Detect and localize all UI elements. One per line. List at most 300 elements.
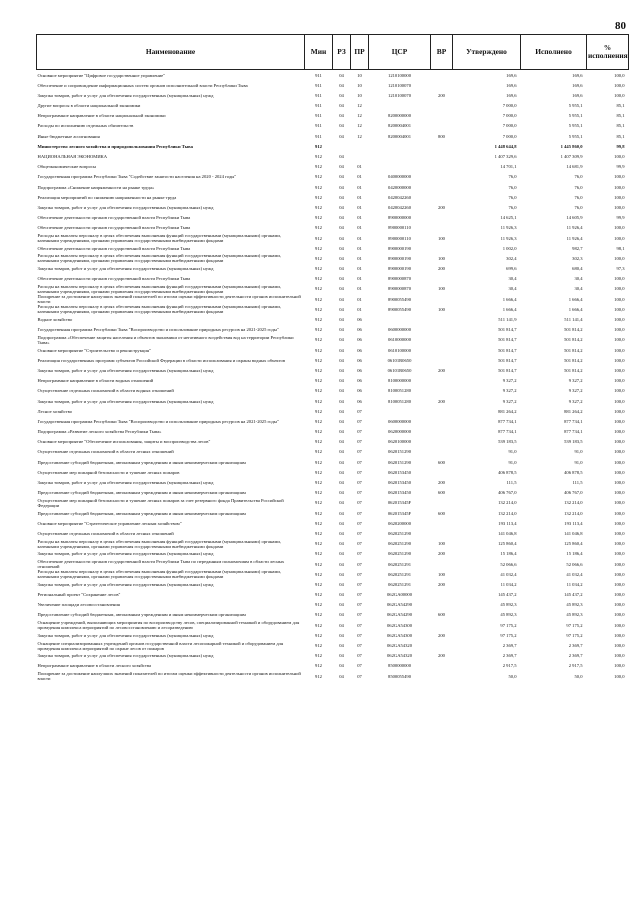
cell-percent: 100,0 — [614, 286, 625, 292]
table-row — [37, 569, 629, 579]
cell-csr: 0620153450 — [388, 469, 411, 475]
cell-approved: 91,0 — [508, 459, 517, 465]
cell-percent: 100,0 — [614, 327, 625, 333]
budget-table — [36, 34, 629, 681]
cell-rz: 04 — [339, 429, 344, 435]
cell-name: Осуществление мер пожарной безопасности и тушение лесных пожаров — [37, 469, 180, 475]
cell-approved: 1 448 644,8 — [494, 143, 517, 149]
cell-executed: 132 214,0 — [564, 500, 583, 506]
cell-percent: 100,0 — [614, 561, 625, 567]
table-row — [37, 416, 629, 426]
cell-name: Поощрение за достижение наилучших значений показателей по итогам оценки эффективности деятельности органов исполнительной власти — [37, 671, 301, 682]
cell-approved: 30,4 — [508, 276, 517, 282]
cell-csr: 0610100000 — [388, 347, 411, 353]
cell-csr: 8900000870 — [388, 286, 411, 292]
table-row — [37, 70, 629, 81]
cell-vr — [431, 437, 453, 447]
cell-executed: 680,4 — [572, 266, 583, 272]
cell-min: 912 — [315, 184, 322, 190]
cell-pr: 01 — [357, 276, 362, 282]
cell-min: 912 — [315, 581, 322, 587]
cell-vr — [431, 335, 453, 345]
cell-rz: 04 — [339, 398, 344, 404]
cell-name: Непрограммное направление в области национальной экономики — [37, 113, 166, 119]
cell-min: 912 — [315, 276, 322, 282]
cell-rz: 04 — [339, 92, 344, 98]
cell-csr: 062GA00000 — [386, 592, 412, 598]
cell-percent: 99,8 — [616, 143, 625, 149]
cell-vr — [431, 325, 453, 335]
cell-approved: 14 701,1 — [500, 164, 517, 170]
cell-approved: 501 814,7 — [498, 367, 517, 373]
cell-vr — [431, 182, 453, 192]
cell-min: 912 — [315, 541, 322, 547]
cell-pr — [351, 141, 369, 151]
cell-csr — [369, 152, 431, 162]
cell-min: 912 — [315, 469, 322, 475]
cell-min: 912 — [315, 459, 322, 465]
cell-rz: 04 — [339, 357, 344, 363]
cell-csr: 062GA54320 — [386, 643, 412, 649]
cell-percent: 100,0 — [614, 306, 625, 312]
cell-pr: 07 — [357, 632, 362, 638]
cell-rz: 04 — [339, 469, 344, 475]
cell-csr: 1210100070 — [388, 82, 411, 88]
cell-name: Обеспечение деятельности органов государственной власти Республики Тыва по переданным полномочиям в области лесных отношений — [37, 559, 285, 570]
cell-csr: 06101R0650 — [387, 357, 412, 363]
cell-rz: 04 — [339, 296, 344, 302]
cell-approved: 30,4 — [508, 286, 517, 292]
cell-csr — [369, 162, 431, 172]
cell-percent: 100,0 — [614, 235, 625, 241]
cell-min: 912 — [315, 154, 322, 160]
cell-approved: 9 327,2 — [502, 388, 517, 394]
cell-pr: 07 — [357, 429, 362, 435]
cell-rz: 04 — [339, 266, 344, 272]
table-row — [37, 253, 629, 263]
cell-min: 912 — [315, 388, 322, 394]
cell-min: 912 — [315, 643, 322, 649]
cell-rz: 04 — [339, 367, 344, 373]
cell-executed: 169,6 — [572, 72, 583, 78]
cell-rz: 04 — [339, 449, 344, 455]
cell-name: Осуществление отдельных полномочий в области лесных отношений — [37, 449, 174, 455]
table-row — [37, 498, 629, 508]
cell-approved: 501 814,7 — [498, 327, 517, 333]
cell-percent: 100,0 — [614, 581, 625, 587]
cell-rz: 04 — [339, 82, 344, 88]
table-row — [37, 274, 629, 284]
cell-name: Реализация мероприятий по снижению напряженности на рынке труда — [37, 194, 177, 200]
cell-pr: 07 — [357, 490, 362, 496]
cell-vr: 100 — [438, 255, 445, 261]
cell-vr: 100 — [438, 235, 445, 241]
cell-min: 912 — [315, 357, 322, 363]
cell-executed: 41 032,4 — [566, 571, 583, 577]
cell-pr: 07 — [357, 571, 362, 577]
cell-executed: 302,3 — [572, 255, 583, 261]
header-name: Наименование — [37, 35, 305, 70]
cell-pr: 07 — [357, 551, 362, 557]
cell-name: Обеспечение деятельности органов государственной власти Республики Тыва — [37, 245, 191, 251]
cell-name: Осуществление отдельных полномочий в области лесных отношений — [37, 530, 174, 536]
cell-pr: 01 — [357, 296, 362, 302]
cell-vr: 200 — [438, 367, 445, 373]
cell-rz: 04 — [339, 418, 344, 424]
cell-percent: 100,0 — [614, 337, 625, 343]
cell-pr: 07 — [357, 561, 362, 567]
cell-name: Водное хозяйство — [37, 317, 73, 323]
cell-vr — [431, 416, 453, 426]
cell-pr: 06 — [357, 347, 362, 353]
cell-pr: 06 — [357, 398, 362, 404]
cell-csr: 0420042260 — [388, 194, 411, 200]
table-row — [37, 131, 629, 141]
cell-approved: 76,0 — [508, 184, 517, 190]
cell-pr: 07 — [357, 480, 362, 486]
cell-csr: 0620251290 — [388, 530, 411, 536]
cell-executed: 982,7 — [572, 245, 583, 251]
cell-rz: 04 — [339, 215, 344, 221]
cell-pr: 07 — [357, 520, 362, 526]
cell-name: Предоставление субсидий бюджетным, автономным учреждениям и иным некоммерческим организациям — [37, 459, 246, 465]
cell-approved: 45 892,3 — [500, 602, 517, 608]
cell-csr: 8900000870 — [388, 276, 411, 282]
cell-executed: 145 437,2 — [564, 592, 583, 598]
cell-pr: 06 — [357, 357, 362, 363]
cell-min: 912 — [315, 306, 322, 312]
cell-min: 911 — [315, 103, 322, 109]
cell-vr — [431, 213, 453, 223]
cell-pr: 06 — [357, 327, 362, 333]
cell-rz: 04 — [339, 500, 344, 506]
cell-approved: 169,6 — [506, 72, 517, 78]
cell-percent: 100,0 — [614, 632, 625, 638]
cell-rz: 04 — [339, 439, 344, 445]
cell-percent: 100,0 — [614, 530, 625, 536]
cell-name: Непрограммное направление в области лесного хозяйства — [37, 663, 151, 669]
table-row — [37, 488, 629, 498]
table-row — [37, 539, 629, 549]
cell-csr: 8100051280 — [388, 388, 411, 394]
cell-executed: 76,0 — [574, 194, 583, 200]
cell-percent: 97,3 — [616, 266, 625, 272]
cell-approved: 9 327,2 — [502, 398, 517, 404]
cell-rz: 04 — [339, 276, 344, 282]
cell-vr — [431, 590, 453, 600]
cell-executed: 169,6 — [572, 92, 583, 98]
table-row — [37, 518, 629, 528]
cell-pr: 01 — [357, 225, 362, 231]
cell-vr — [431, 498, 453, 508]
cell-executed: 501 814,2 — [564, 367, 583, 373]
cell-pr: 12 — [357, 133, 362, 139]
cell-min: 912 — [315, 510, 322, 516]
cell-percent: 100,0 — [614, 490, 625, 496]
cell-name: Обеспечение деятельности органов государственной власти Республики Тыва — [37, 215, 191, 221]
cell-name: Региональный проект "Сохранение лесов" — [37, 592, 121, 598]
cell-executed: 91,0 — [574, 459, 583, 465]
cell-csr: 0600000000 — [388, 327, 411, 333]
table-row — [37, 528, 629, 538]
cell-min: 912 — [315, 561, 322, 567]
cell-vr: 200 — [438, 632, 445, 638]
cell-rz: 04 — [339, 225, 344, 231]
cell-name: Министерство лесного хозяйства и природопользования Республики Тыва — [37, 143, 193, 149]
cell-min: 912 — [315, 398, 322, 404]
cell-percent: 100,0 — [614, 622, 625, 628]
table-row — [37, 294, 629, 304]
cell-csr: 0620251291 — [388, 571, 411, 577]
cell-csr: 8100000000 — [388, 378, 411, 384]
cell-percent: 100,0 — [614, 439, 625, 445]
cell-rz: 04 — [339, 459, 344, 465]
cell-pr: 01 — [357, 184, 362, 190]
cell-csr: 0620000000 — [388, 429, 411, 435]
cell-min: 912 — [315, 602, 322, 608]
cell-name: Основное мероприятие "Стратегическое управление лесным хозяйством" — [37, 520, 182, 526]
table-row — [37, 376, 629, 386]
table-row — [37, 101, 629, 111]
table-body — [37, 70, 629, 682]
cell-csr: 8500055490 — [388, 673, 411, 679]
cell-csr: 8200004001 — [388, 133, 411, 139]
cell-pr: 06 — [357, 367, 362, 373]
cell-pr: 06 — [357, 378, 362, 384]
cell-min: 911 — [315, 113, 322, 119]
cell-vr: 200 — [438, 204, 445, 210]
cell-percent: 100,0 — [614, 347, 625, 353]
cell-min: 912 — [315, 164, 322, 170]
cell-csr: 0620100000 — [388, 439, 411, 445]
cell-name: НАЦИОНАЛЬНАЯ ЭКОНОМИКА — [37, 154, 108, 160]
cell-min: 912 — [315, 673, 322, 679]
cell-rz: 04 — [339, 632, 344, 638]
cell-executed: 30,4 — [574, 276, 583, 282]
table-row — [37, 345, 629, 355]
cell-pr: 07 — [357, 439, 362, 445]
table-row — [37, 671, 629, 681]
cell-percent: 85,1 — [616, 103, 625, 109]
cell-rz: 04 — [339, 408, 344, 414]
table-row — [37, 325, 629, 335]
cell-rz — [333, 141, 351, 151]
cell-csr — [369, 141, 431, 151]
cell-csr: 8900055490 — [388, 306, 411, 312]
table-row — [37, 304, 629, 314]
cell-executed: 125 860,4 — [564, 541, 583, 547]
table-row — [37, 661, 629, 671]
cell-name: Подпрограмма «Снижение напряженности на рынке труда» — [37, 184, 155, 190]
cell-executed: 50,0 — [574, 673, 583, 679]
cell-name: Обеспечение и сопровождение информационных систем органов исполнительной власти Республики Тыва — [37, 82, 248, 88]
cell-percent: 100,0 — [614, 225, 625, 231]
cell-pr: 01 — [357, 266, 362, 272]
cell-rz: 04 — [339, 388, 344, 394]
table-row — [37, 559, 629, 569]
page-number: 80 — [615, 20, 626, 32]
cell-percent: 100,0 — [614, 418, 625, 424]
cell-vr — [431, 172, 453, 182]
cell-executed: 1 666,4 — [568, 306, 583, 312]
header-pr: ПР — [351, 35, 369, 70]
cell-vr: 200 — [438, 581, 445, 587]
cell-rz: 04 — [339, 530, 344, 536]
cell-min: 912 — [315, 500, 322, 506]
cell-executed: 45 892,3 — [566, 602, 583, 608]
cell-percent: 100,0 — [614, 510, 625, 516]
cell-rz: 04 — [339, 133, 344, 139]
cell-percent: 100,0 — [614, 673, 625, 679]
cell-percent: 100,0 — [614, 500, 625, 506]
cell-min: 912 — [315, 490, 322, 496]
cell-name: Закупка товаров, работ и услуг для обеспечения государственных (муниципальных) нужд — [37, 632, 214, 638]
cell-min: 912 — [315, 520, 322, 526]
cell-rz: 04 — [339, 72, 344, 78]
cell-csr: 062GA54290 — [386, 602, 412, 608]
table-row — [37, 610, 629, 620]
table-row — [37, 233, 629, 243]
cell-rz: 04 — [339, 612, 344, 618]
cell-percent: 100,0 — [614, 82, 625, 88]
cell-name: Расходы на выплаты персоналу в целях обеспечения выполнения функций государственными (муниципальными) органами, казенными учреждениями, органами управления государственными внебюджетными фондами — [37, 304, 281, 315]
cell-approved: 501 814,7 — [498, 357, 517, 363]
cell-percent: 99,9 — [616, 215, 625, 221]
cell-csr: 8900000110 — [388, 225, 411, 231]
cell-approved: 11 034,2 — [500, 581, 517, 587]
cell-pr: 07 — [357, 612, 362, 618]
cell-min: 912 — [315, 143, 322, 149]
cell-approved: 881 264,2 — [498, 408, 517, 414]
cell-name: Подпрограмма «Развитие лесного хозяйства Республики Тыва» — [37, 429, 162, 435]
cell-pr: 07 — [357, 581, 362, 587]
cell-percent: 100,0 — [614, 276, 625, 282]
cell-vr — [431, 152, 453, 162]
header-min: Мин — [305, 35, 333, 70]
cell-rz: 04 — [339, 327, 344, 333]
cell-csr: 8200004001 — [388, 123, 411, 129]
cell-executed: 11 926,4 — [566, 225, 583, 231]
cell-name: Закупка товаров, работ и услуг для обеспечения государственных (муниципальных) нужд — [37, 581, 214, 587]
cell-vr — [431, 427, 453, 437]
cell-pr: 07 — [357, 500, 362, 506]
cell-executed: 14 605,9 — [566, 215, 583, 221]
cell-csr: 0620251290 — [388, 551, 411, 557]
cell-rz: 04 — [339, 653, 344, 659]
cell-csr: 0620151290 — [388, 449, 411, 455]
cell-executed: 11 926,4 — [566, 235, 583, 241]
table-row — [37, 355, 629, 365]
cell-pr: 07 — [357, 592, 362, 598]
cell-percent: 100,0 — [614, 602, 625, 608]
cell-pr: 10 — [357, 82, 362, 88]
cell-name: Обеспечение деятельности органов государственной власти Республики Тыва — [37, 276, 191, 282]
cell-name: Закупка товаров, работ и услуг для обеспечения государственных (муниципальных) нужд — [37, 266, 214, 272]
cell-csr: 8900055490 — [388, 296, 411, 302]
cell-min: 912 — [315, 653, 322, 659]
cell-name: Непрограммное направление в области водных отношений — [37, 378, 154, 384]
cell-vr: 200 — [438, 92, 445, 98]
table-row — [37, 549, 629, 559]
cell-executed: 9 327,2 — [568, 388, 583, 394]
cell-name: Реализация государственных программ субъектов Российской Федерации в области использования и охраны водных объектов — [37, 357, 285, 363]
cell-executed: 132 214,0 — [564, 510, 583, 516]
cell-pr: 01 — [357, 255, 362, 261]
cell-name: Закупка товаров, работ и услуг для обеспечения государственных (муниципальных) нужд — [37, 204, 214, 210]
cell-name: Основное мероприятие "Цифровое государственное управление" — [37, 72, 166, 78]
cell-name: Предоставление субсидий бюджетным, автономным учреждениям и иным некоммерческим организациям — [37, 612, 246, 618]
cell-approved: 132 214,0 — [498, 500, 517, 506]
cell-approved: 9 327,2 — [502, 378, 517, 384]
cell-pr: 01 — [357, 164, 362, 170]
cell-approved: 11 926,3 — [500, 225, 517, 231]
cell-min: 912 — [315, 449, 322, 455]
cell-percent: 98,1 — [616, 245, 625, 251]
cell-rz: 04 — [339, 123, 344, 129]
cell-pr — [351, 152, 369, 162]
cell-approved: 2 369,7 — [502, 653, 517, 659]
cell-pr: 07 — [357, 602, 362, 608]
cell-min: 912 — [315, 480, 322, 486]
cell-approved: 2 369,7 — [502, 643, 517, 649]
cell-rz: 04 — [339, 490, 344, 496]
cell-approved: 52 066,6 — [500, 561, 517, 567]
table-row — [37, 315, 629, 325]
cell-percent: 100,0 — [614, 469, 625, 475]
cell-percent: 100,0 — [614, 378, 625, 384]
cell-executed: 5 955,1 — [568, 123, 583, 129]
cell-min: 911 — [315, 123, 322, 129]
cell-csr: 0620251290 — [388, 541, 411, 547]
cell-name: Оснащение учреждений, выполняющих мероприятия по воспроизводству лесов, специализированной техникой и оборудованием для проведения комплекса мероприятий по лесовосстановлению и лесоразведению — [37, 620, 300, 631]
cell-name: Расходы по исполнению отдельных обязательств — [37, 123, 134, 129]
cell-pr: 07 — [357, 408, 362, 414]
cell-executed: 169,6 — [572, 82, 583, 88]
cell-approved: 15 186,4 — [500, 551, 517, 557]
cell-min: 912 — [315, 245, 322, 251]
cell-percent: 100,0 — [614, 643, 625, 649]
cell-executed: 141 046,8 — [564, 530, 583, 536]
cell-percent: 100,0 — [614, 194, 625, 200]
cell-vr — [431, 620, 453, 630]
cell-approved: 193 113,4 — [498, 520, 517, 526]
cell-percent: 100,0 — [614, 388, 625, 394]
cell-executed: 97 175,2 — [566, 632, 583, 638]
cell-executed: 501 814,2 — [564, 347, 583, 353]
cell-csr: 0620151290 — [388, 459, 411, 465]
cell-min: 912 — [315, 429, 322, 435]
table-row — [37, 80, 629, 90]
cell-executed: 406 767,0 — [564, 490, 583, 496]
cell-rz: 04 — [339, 306, 344, 312]
cell-executed: 193 113,4 — [564, 520, 583, 526]
cell-percent: 85,1 — [616, 113, 625, 119]
table-row — [37, 386, 629, 396]
cell-min: 912 — [315, 663, 322, 669]
cell-min: 912 — [315, 296, 322, 302]
table-row — [37, 437, 629, 447]
cell-pr: 07 — [357, 530, 362, 536]
cell-name: Общеэкономические вопросы — [37, 164, 97, 170]
cell-approved: 145 437,2 — [498, 592, 517, 598]
cell-percent: 100,0 — [614, 255, 625, 261]
cell-csr: 0620251291 — [388, 561, 411, 567]
cell-executed: 11 034,2 — [566, 581, 583, 587]
cell-pr: 01 — [357, 286, 362, 292]
cell-rz: 04 — [339, 286, 344, 292]
cell-csr: 0610000000 — [388, 337, 411, 343]
cell-approved: 132 214,0 — [498, 510, 517, 516]
